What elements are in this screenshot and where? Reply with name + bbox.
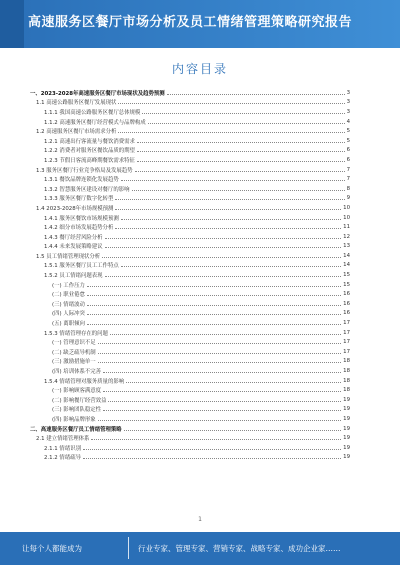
toc-entry[interactable] <box>30 318 350 328</box>
toc-entry-page: 19 <box>343 454 350 461</box>
toc-leader-dots <box>148 123 345 124</box>
toc-entry-title: 1.5.4 情绪管理对服务质量的影响 <box>44 378 125 385</box>
footer-slogan: 让每个人都能成为 <box>22 544 82 553</box>
toc-entry[interactable] <box>30 357 350 367</box>
toc-leader-dots <box>167 94 345 95</box>
toc-leader-dots <box>142 113 344 114</box>
toc-leader-dots <box>108 401 341 402</box>
toc-entry-title: 1.5 员工情绪管理现状分析 <box>36 253 101 260</box>
toc-entry-title: 2.1.2 情绪疏导 <box>44 455 81 462</box>
toc-entry[interactable] <box>30 414 350 424</box>
toc-entry[interactable] <box>30 146 350 156</box>
toc-entry[interactable] <box>30 203 350 213</box>
toc-leader-dots <box>137 142 345 143</box>
toc-entry[interactable] <box>30 270 350 280</box>
toc-entry-title: 2.1 建立情绪管理体系 <box>36 436 90 443</box>
toc-entry-title: 1.1.1 我国高速公路服务区餐厅总体规模 <box>44 109 141 116</box>
toc-entry-page: 14 <box>343 262 350 269</box>
toc-entry[interactable] <box>30 88 350 98</box>
toc-entry-page: 12 <box>343 233 350 240</box>
toc-entry-page: 18 <box>343 358 350 365</box>
toc-leader-dots <box>124 430 341 431</box>
toc-entry-page: 3 <box>346 108 350 115</box>
toc-entry-page: 10 <box>343 214 350 221</box>
table-of-contents <box>30 88 350 462</box>
toc-leader-dots <box>87 314 341 315</box>
footer-roles: 行业专家、管理专家、营销专家、战略专家、成功企业家…… <box>138 544 341 553</box>
toc-entry[interactable] <box>30 98 350 108</box>
toc-leader-dots <box>83 449 341 450</box>
toc-entry-page: 19 <box>343 415 350 422</box>
page-number: 1 <box>198 516 202 523</box>
toc-leader-dots <box>118 132 344 133</box>
toc-entry-title: 1.1.2 高速服务区餐厅经营模式与品牌构成 <box>44 119 146 126</box>
toc-entry-title: 一、2023-2028年高速服务区餐厅市场现状及趋势预测 <box>30 90 165 97</box>
toc-entry-title: (二) 影响餐厅经营效益 <box>52 397 107 404</box>
toc-entry-page: 18 <box>343 377 350 384</box>
report-header <box>0 0 400 48</box>
toc-entry-page: 19 <box>343 406 350 413</box>
toc-entry[interactable] <box>30 405 350 415</box>
header-accent-block <box>0 0 24 48</box>
toc-entry-page: 18 <box>343 368 350 375</box>
toc-leader-dots <box>105 238 342 239</box>
toc-leader-dots <box>137 161 345 162</box>
toc-leader-dots <box>121 266 341 267</box>
toc-entry-title: 1.3.3 服务区餐厅数字化转型 <box>44 196 114 203</box>
toc-leader-dots <box>115 228 341 229</box>
toc-heading: 内容目录 <box>171 62 228 76</box>
toc-entry[interactable] <box>30 251 350 261</box>
toc-entry-page: 6 <box>346 156 350 163</box>
toc-entry-page: 7 <box>346 176 350 183</box>
toc-leader-dots <box>121 219 341 220</box>
toc-entry-page: 16 <box>343 310 350 317</box>
toc-entry-page: 17 <box>343 348 350 355</box>
toc-entry[interactable] <box>30 184 350 194</box>
toc-entry[interactable] <box>30 424 350 434</box>
toc-entry-page: 7 <box>346 166 350 173</box>
toc-entry[interactable] <box>30 395 350 405</box>
toc-entry-title: 1.3.1 餐饮品牌连锁化发展趋势 <box>44 177 119 184</box>
toc-leader-dots <box>83 458 341 459</box>
toc-leader-dots <box>103 372 341 373</box>
toc-entry-page: 15 <box>343 272 350 279</box>
toc-entry-title: 1.3.2 智慧服务区建设对餐厅的影响 <box>44 186 130 193</box>
toc-entry-title: 2.1.1 情绪识别 <box>44 445 81 452</box>
toc-entry-page: 19 <box>343 425 350 432</box>
toc-entry-page: 15 <box>343 281 350 288</box>
toc-entry-title: (一) 工作压力 <box>52 282 85 289</box>
toc-entry-title: 1.5.2 员工情绪问题表现 <box>44 273 103 280</box>
toc-entry-title: 1.3 服务区餐厅行业竞争格局及发展趋势 <box>36 167 133 174</box>
toc-entry-page: 9 <box>346 195 350 202</box>
toc-entry-page: 18 <box>343 387 350 394</box>
toc-leader-dots <box>87 324 341 325</box>
toc-entry-page: 16 <box>343 300 350 307</box>
toc-leader-dots <box>98 353 341 354</box>
toc-entry[interactable] <box>30 261 350 271</box>
toc-leader-dots <box>115 209 341 210</box>
toc-entry-page: 17 <box>343 339 350 346</box>
toc-leader-dots <box>103 391 341 392</box>
toc-entry-page: 14 <box>343 252 350 259</box>
toc-leader-dots <box>115 199 344 200</box>
toc-entry-page: 3 <box>346 99 350 106</box>
toc-entry-page: 11 <box>343 224 350 231</box>
toc-leader-dots <box>110 334 341 335</box>
toc-entry-title: 1.4.4 未来发展策略建议 <box>44 244 103 251</box>
toc-entry-title: 二、高速服务区餐厅员工情绪管理策略 <box>30 426 122 433</box>
toc-entry-title: (四) 培训体系不完善 <box>52 369 102 376</box>
toc-entry[interactable] <box>30 242 350 252</box>
toc-entry-title: (四) 影响品牌形象 <box>52 416 96 423</box>
toc-entry-title: 1.2.2 消费者对服务区餐饮品质的期望 <box>44 148 135 155</box>
toc-entry-page: 8 <box>346 185 350 192</box>
toc-entry[interactable] <box>30 299 350 309</box>
toc-leader-dots <box>132 190 345 191</box>
toc-leader-dots <box>98 362 341 363</box>
toc-entry[interactable] <box>30 107 350 117</box>
toc-entry[interactable] <box>30 366 350 376</box>
toc-entry[interactable] <box>30 280 350 290</box>
toc-entry-title: (三) 影响团队稳定性 <box>52 407 102 414</box>
toc-entry-title: 1.4.3 餐厅经营风险分析 <box>44 234 103 241</box>
report-footer <box>0 532 400 565</box>
toc-entry[interactable] <box>30 337 350 347</box>
toc-entry-title: (三) 情绪波动 <box>52 301 85 308</box>
toc-entry[interactable] <box>30 194 350 204</box>
toc-entry-page: 19 <box>343 435 350 442</box>
toc-entry[interactable] <box>30 136 350 146</box>
toc-entry-page: 5 <box>346 128 350 135</box>
toc-leader-dots <box>105 276 342 277</box>
toc-entry-title: 1.5.1 服务区餐厅员工工作特点 <box>44 263 119 270</box>
toc-leader-dots <box>135 171 345 172</box>
toc-entry-title: (一) 影响顾客满意度 <box>52 388 102 395</box>
toc-entry-title: 1.5.3 情绪管理存在的问题 <box>44 330 108 337</box>
toc-entry[interactable] <box>30 117 350 127</box>
toc-entry[interactable] <box>30 232 350 242</box>
toc-entry-page: 5 <box>346 137 350 144</box>
toc-entry-page: 10 <box>343 204 350 211</box>
toc-entry-title: 1.4.1 服务区餐饮市场规模预测 <box>44 215 119 222</box>
toc-entry[interactable] <box>30 289 350 299</box>
toc-entry[interactable] <box>30 376 350 386</box>
toc-entry-title: (二) 职业倦怠 <box>52 292 85 299</box>
toc-entry-page: 16 <box>343 291 350 298</box>
toc-entry-page: 19 <box>343 396 350 403</box>
toc-entry-page: 19 <box>343 444 350 451</box>
toc-entry[interactable] <box>30 433 350 443</box>
toc-entry-title: 1.2.1 高速出行客流量与餐饮消费需求 <box>44 138 135 145</box>
toc-leader-dots <box>98 343 341 344</box>
toc-leader-dots <box>87 305 341 306</box>
toc-entry[interactable] <box>30 174 350 184</box>
report-title: 高速服务区餐厅市场分析及员工情绪管理策略研究报告 <box>28 15 353 30</box>
toc-entry-title: (五) 离职倾向 <box>52 321 85 328</box>
toc-entry[interactable] <box>30 328 350 338</box>
toc-entry-page: 4 <box>346 118 350 125</box>
toc-entry-title: 1.4.2 细分市场发展趋势分析 <box>44 225 114 232</box>
toc-entry[interactable] <box>30 126 350 136</box>
toc-entry-title: (四) 人际冲突 <box>52 311 85 318</box>
toc-entry-title: 1.2 高速服务区餐厅市场需求分析 <box>36 129 117 136</box>
toc-entry-title: 1.1 高速公路服务区餐厅发展现状 <box>36 100 117 107</box>
toc-entry[interactable] <box>30 222 350 232</box>
toc-leader-dots <box>103 410 341 411</box>
toc-entry-page: 6 <box>346 147 350 154</box>
toc-leader-dots <box>137 151 345 152</box>
toc-entry-title: 1.2.3 节假日客流高峰期餐饮需求特征 <box>44 157 135 164</box>
toc-entry[interactable] <box>30 443 350 453</box>
toc-entry-title: (二) 缺乏疏导机制 <box>52 349 96 356</box>
toc-entry-title: (三) 激励措施单一 <box>52 359 96 366</box>
toc-entry[interactable] <box>30 453 350 463</box>
toc-leader-dots <box>87 286 341 287</box>
toc-entry-page: 17 <box>343 320 350 327</box>
toc-leader-dots <box>102 257 341 258</box>
toc-entry-title: (一) 管理意识不足 <box>52 340 96 347</box>
toc-entry[interactable] <box>30 155 350 165</box>
toc-leader-dots <box>87 295 341 296</box>
toc-entry-page: 17 <box>343 329 350 336</box>
toc-entry-title: 1.4 2023-2028年市场规模预测 <box>36 205 114 212</box>
toc-entry[interactable] <box>30 165 350 175</box>
toc-leader-dots <box>118 103 344 104</box>
toc-entry[interactable] <box>30 347 350 357</box>
footer-divider <box>128 537 129 559</box>
toc-entry[interactable] <box>30 309 350 319</box>
toc-leader-dots <box>105 247 342 248</box>
toc-leader-dots <box>126 382 341 383</box>
toc-leader-dots <box>121 180 345 181</box>
toc-entry[interactable] <box>30 213 350 223</box>
toc-entry[interactable] <box>30 385 350 395</box>
toc-entry-page: 13 <box>343 243 350 250</box>
toc-leader-dots <box>91 439 341 440</box>
toc-leader-dots <box>98 420 341 421</box>
toc-entry-page: 3 <box>346 89 350 96</box>
